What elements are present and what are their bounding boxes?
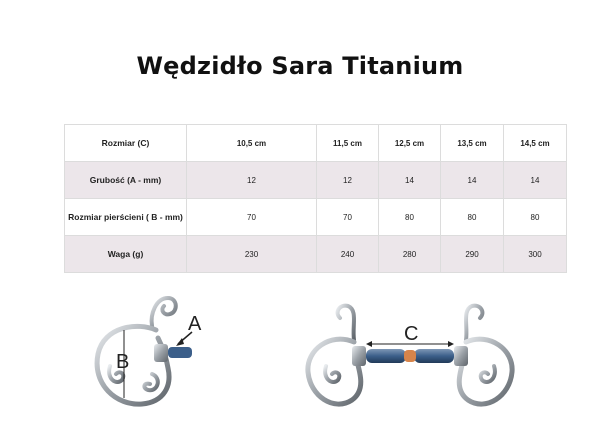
table-cell: 290 <box>441 236 504 273</box>
table-cell: 70 <box>317 199 379 236</box>
mouthpiece-left <box>366 349 406 363</box>
bit-hub <box>352 346 366 366</box>
table-cell: 70 <box>187 199 317 236</box>
bit-ring <box>97 326 169 404</box>
table-cell: 14,5 cm <box>504 125 567 162</box>
bit-hub <box>154 344 168 362</box>
dimension-c-label: C <box>404 323 419 345</box>
row-label: Rozmiar pierścieni ( B - mm) <box>65 199 187 236</box>
bit-top-hook <box>338 306 354 340</box>
table-cell: 300 <box>504 236 567 273</box>
dimension-b-label: B <box>116 351 130 373</box>
bit-side-view <box>80 286 220 422</box>
table-cell: 12 <box>317 162 379 199</box>
table-cell: 240 <box>317 236 379 273</box>
bit-hub <box>454 346 468 366</box>
table-cell: 14 <box>504 162 567 199</box>
row-label: Waga (g) <box>65 236 187 273</box>
table-cell: 12 <box>187 162 317 199</box>
page-title: Wędzidło Sara Titanium <box>136 52 464 80</box>
arrow-head-icon <box>448 341 454 347</box>
bit-inner-curl <box>481 366 495 382</box>
arrow-head-icon <box>366 341 372 347</box>
bit-top-hook <box>152 298 176 326</box>
mouthpiece-stub <box>168 347 192 358</box>
table-row <box>65 162 567 199</box>
table-cell: 80 <box>441 199 504 236</box>
mouthpiece-right <box>414 349 454 363</box>
table-cell: 80 <box>504 199 567 236</box>
table-cell: 12,5 cm <box>379 125 441 162</box>
table-row <box>65 236 567 273</box>
bit-front-view <box>300 292 540 424</box>
table-cell: 13,5 cm <box>441 125 504 162</box>
table-row <box>65 199 567 236</box>
table-header-row <box>65 125 567 162</box>
mouthpiece-copper-roller <box>404 350 416 362</box>
table-cell: 10,5 cm <box>187 125 317 162</box>
row-label: Grubość (A - mm) <box>65 162 187 199</box>
table-cell: 230 <box>187 236 317 273</box>
table-cell: 14 <box>379 162 441 199</box>
bit-inner-curl <box>325 366 339 382</box>
table-cell: 14 <box>441 162 504 199</box>
table-cell: 80 <box>379 199 441 236</box>
table-cell: 280 <box>379 236 441 273</box>
table-cell: 11,5 cm <box>317 125 379 162</box>
size-table <box>64 124 567 273</box>
bit-inner-curl <box>144 374 157 390</box>
header-label: Rozmiar (C) <box>65 125 187 162</box>
dimension-a-label: A <box>188 313 202 335</box>
bit-top-hook <box>466 306 482 340</box>
